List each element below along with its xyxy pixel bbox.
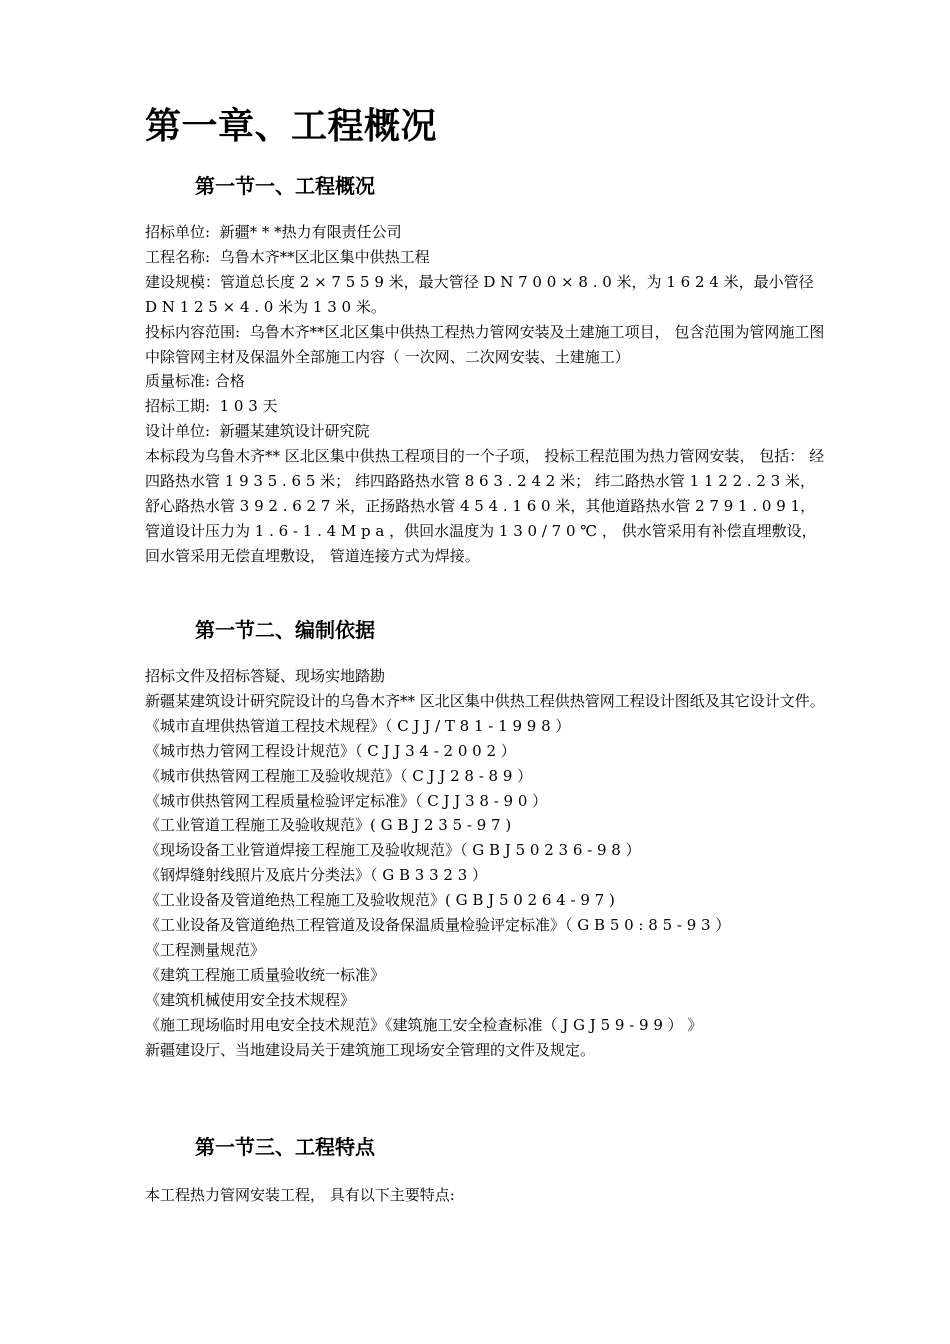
reference-item: 《城市供热管网工程施工及验收规范》（ C J J 2 8 - 8 9 ） xyxy=(145,766,533,785)
paragraph-line: 工程名称: 乌鲁木齐**区北区集中供热工程 xyxy=(145,247,430,266)
paragraph-line: 招标工期: 1 0 3 天 xyxy=(145,397,278,416)
reference-item: 《建筑工程施工质量验收统一标准》 xyxy=(145,965,386,984)
paragraph-line: 新疆建设厅、当地建设局关于建筑施工现场安全管理的文件及规定。 xyxy=(145,1040,596,1059)
chapter-title: 第一章、工程概况 xyxy=(145,105,438,147)
paragraph-line: 新疆某建筑设计研究院设计的乌鲁木齐** 区北区集中供热工程供热管网工程设计图纸及其它设计文件。 xyxy=(145,691,825,710)
section-body-overview xyxy=(145,220,825,569)
reference-item: 《城市供热管网工程质量检验评定标准》（ C J J 3 8 - 9 0 ） xyxy=(145,791,548,810)
reference-item: 《城市直埋供热管道工程技术规程》（ C J J / T 8 1 - 1 9 9 8 ） xyxy=(145,716,571,735)
reference-item: 《工程测量规范》 xyxy=(145,940,266,959)
reference-item: 《施工现场临时用电安全技术规范》《建筑施工安全检查标准（ J G J 5 9 - 9 9 ） 》 xyxy=(145,1015,703,1034)
paragraph-line: 建设规模：管道总长度 2 × 7 5 5 9 米，最大管径 D N 7 0 0 × 8 . 0 米，为 1 6 2 4 米，最小管径 D N 1 2 5 × 4 . 0 米为 1 3 0 米。 xyxy=(145,272,819,316)
paragraph-line: 设计单位: 新疆某建筑设计研究院 xyxy=(145,422,370,441)
section-body-features xyxy=(145,1183,825,1208)
paragraph-line: 质量标准: 合格 xyxy=(145,372,245,391)
section-title-overview: 第一节一、工程概况 xyxy=(195,174,375,198)
section-title-basis: 第一节二、编制依据 xyxy=(195,618,375,642)
paragraph-line: 招标文件及招标答疑、现场实地踏勘 xyxy=(145,667,386,685)
paragraph-line: 投标内容范围: 乌鲁木齐**区北区集中供热工程热力管网安装及土建施工项目， 包含范围为管网施工图中除管网主材及保温外全部施工内容（ 一次网、二次网安装、土建施工） xyxy=(145,322,825,366)
reference-item: 《城市热力管网工程设计规范》（ C J J 3 4 - 2 0 0 2 ） xyxy=(145,741,516,760)
section-title-features: 第一节三、工程特点 xyxy=(195,1135,375,1159)
section-body-basis xyxy=(145,664,825,1063)
paragraph-line: 招标单位: 新疆* * *热力有限责任公司 xyxy=(145,223,402,241)
reference-item: 《建筑机械使用安全技术规程》 xyxy=(145,990,356,1009)
reference-item: 《工业设备及管道绝热工程施工及验收规范》( G B J 5 0 2 6 4 - 9 7 ) xyxy=(145,891,615,910)
reference-item: 《钢焊缝射线照片及底片分类法》（ G B 3 3 2 3 ） xyxy=(145,866,488,885)
reference-item: 《现场设备工业管道焊接工程施工及验收规范》（ G B J 5 0 2 3 6 - 9 8 ） xyxy=(145,841,641,860)
reference-item: 《工业设备及管道绝热工程管道及设备保温质量检验评定标准》（ G B 5 0 : 8 5 - 9 3 ） xyxy=(145,916,731,935)
paragraph-line: 本工程热力管网安装工程， 具有以下主要特点: xyxy=(145,1186,455,1204)
reference-item: 《工业管道工程施工及验收规范》( G B J 2 3 5 - 9 7 ) xyxy=(145,816,512,835)
paragraph-line: 本标段为乌鲁木齐** 区北区集中供热工程项目的一个子项， 投标工程范围为热力管网安装， 包括： 经四路热水管 1 9 3 5 . 6 5 米； 纬四路路热水管 8 6 3 . 2 4 2 米； 纬二路热水管 1 1 2 2 . 2 3 米，舒心路热水管 3 9 2 . 6 2 7 米，正扬路热水管 4 5 4 . 1 6 0 米，其他道路热水管 2 7 9 1 . 0 9 1， 管道设计压力为 1 . 6 - 1 . 4 M p a ，供回水温度为 1 3 0 / 7 0 ℃ ， 供水管采用有补偿直埋敷设， 回水管采用无偿直埋敷设， 管道连接方式为焊接。 xyxy=(145,447,825,565)
